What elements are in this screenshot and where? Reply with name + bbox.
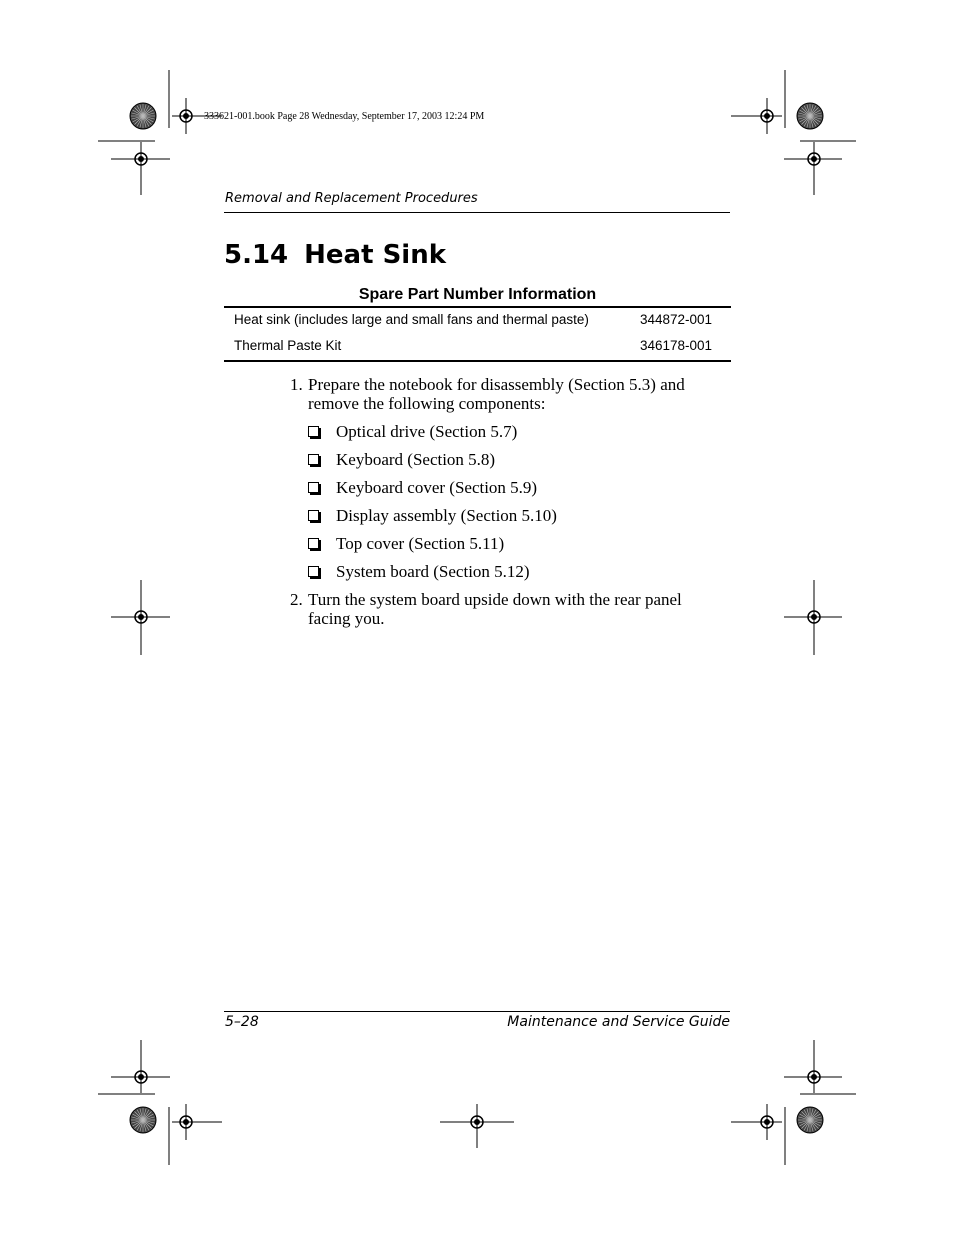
section-number: 5.14 xyxy=(224,240,289,270)
list-item xyxy=(308,506,710,525)
checkbox-bullet-icon xyxy=(308,482,319,493)
spare-parts-caption: Spare Part Number Information xyxy=(358,286,597,303)
step-number: 2. xyxy=(290,590,303,609)
procedure-steps xyxy=(290,375,710,628)
part-number: 346178-001 xyxy=(640,338,713,353)
list-item-text: Keyboard (Section 5.8) xyxy=(336,450,496,469)
list-item-text: Display assembly (Section 5.10) xyxy=(336,506,557,525)
list-item-text: Optical drive (Section 5.7) xyxy=(336,422,518,441)
list-item xyxy=(308,562,710,581)
running-header: Removal and Replacement Procedures xyxy=(225,191,478,206)
list-item-text: System board (Section 5.12) xyxy=(336,562,530,581)
step-1 xyxy=(290,375,710,581)
component-list xyxy=(308,422,710,581)
list-item-text: Top cover (Section 5.11) xyxy=(336,534,505,553)
step-text: Turn the system board upside down with the rear panel facing you. xyxy=(308,590,682,628)
guide-title: Maintenance and Service Guide xyxy=(507,1014,730,1030)
section-title xyxy=(224,240,446,270)
step-number: 1. xyxy=(290,375,303,394)
table-row xyxy=(224,334,731,360)
table-row xyxy=(224,308,731,334)
checkbox-bullet-icon xyxy=(308,454,319,465)
list-item-text: Keyboard cover (Section 5.9) xyxy=(336,478,538,497)
list-item xyxy=(308,422,710,441)
footer-rule xyxy=(224,1011,730,1012)
print-stamp: 333621-001.book Page 28 Wednesday, September 17, 2003 12:24 PM xyxy=(204,111,485,122)
header-rule xyxy=(224,212,730,213)
list-item xyxy=(308,478,710,497)
section-heading: Heat Sink xyxy=(304,240,447,270)
spare-parts-table xyxy=(224,306,731,362)
part-number: 344872-001 xyxy=(640,312,713,327)
checkbox-bullet-icon xyxy=(308,566,319,577)
checkbox-bullet-icon xyxy=(308,538,319,549)
part-description: Thermal Paste Kit xyxy=(234,338,342,353)
list-item xyxy=(308,534,710,553)
checkbox-bullet-icon xyxy=(308,510,319,521)
step-2 xyxy=(290,590,710,628)
step-text: Prepare the notebook for disassembly (Section 5.3) and remove the following components: xyxy=(308,375,685,413)
checkbox-bullet-icon xyxy=(308,426,319,437)
page-number: 5–28 xyxy=(225,1014,259,1030)
part-description: Heat sink (includes large and small fans and thermal paste) xyxy=(234,312,589,327)
list-item xyxy=(308,450,710,469)
